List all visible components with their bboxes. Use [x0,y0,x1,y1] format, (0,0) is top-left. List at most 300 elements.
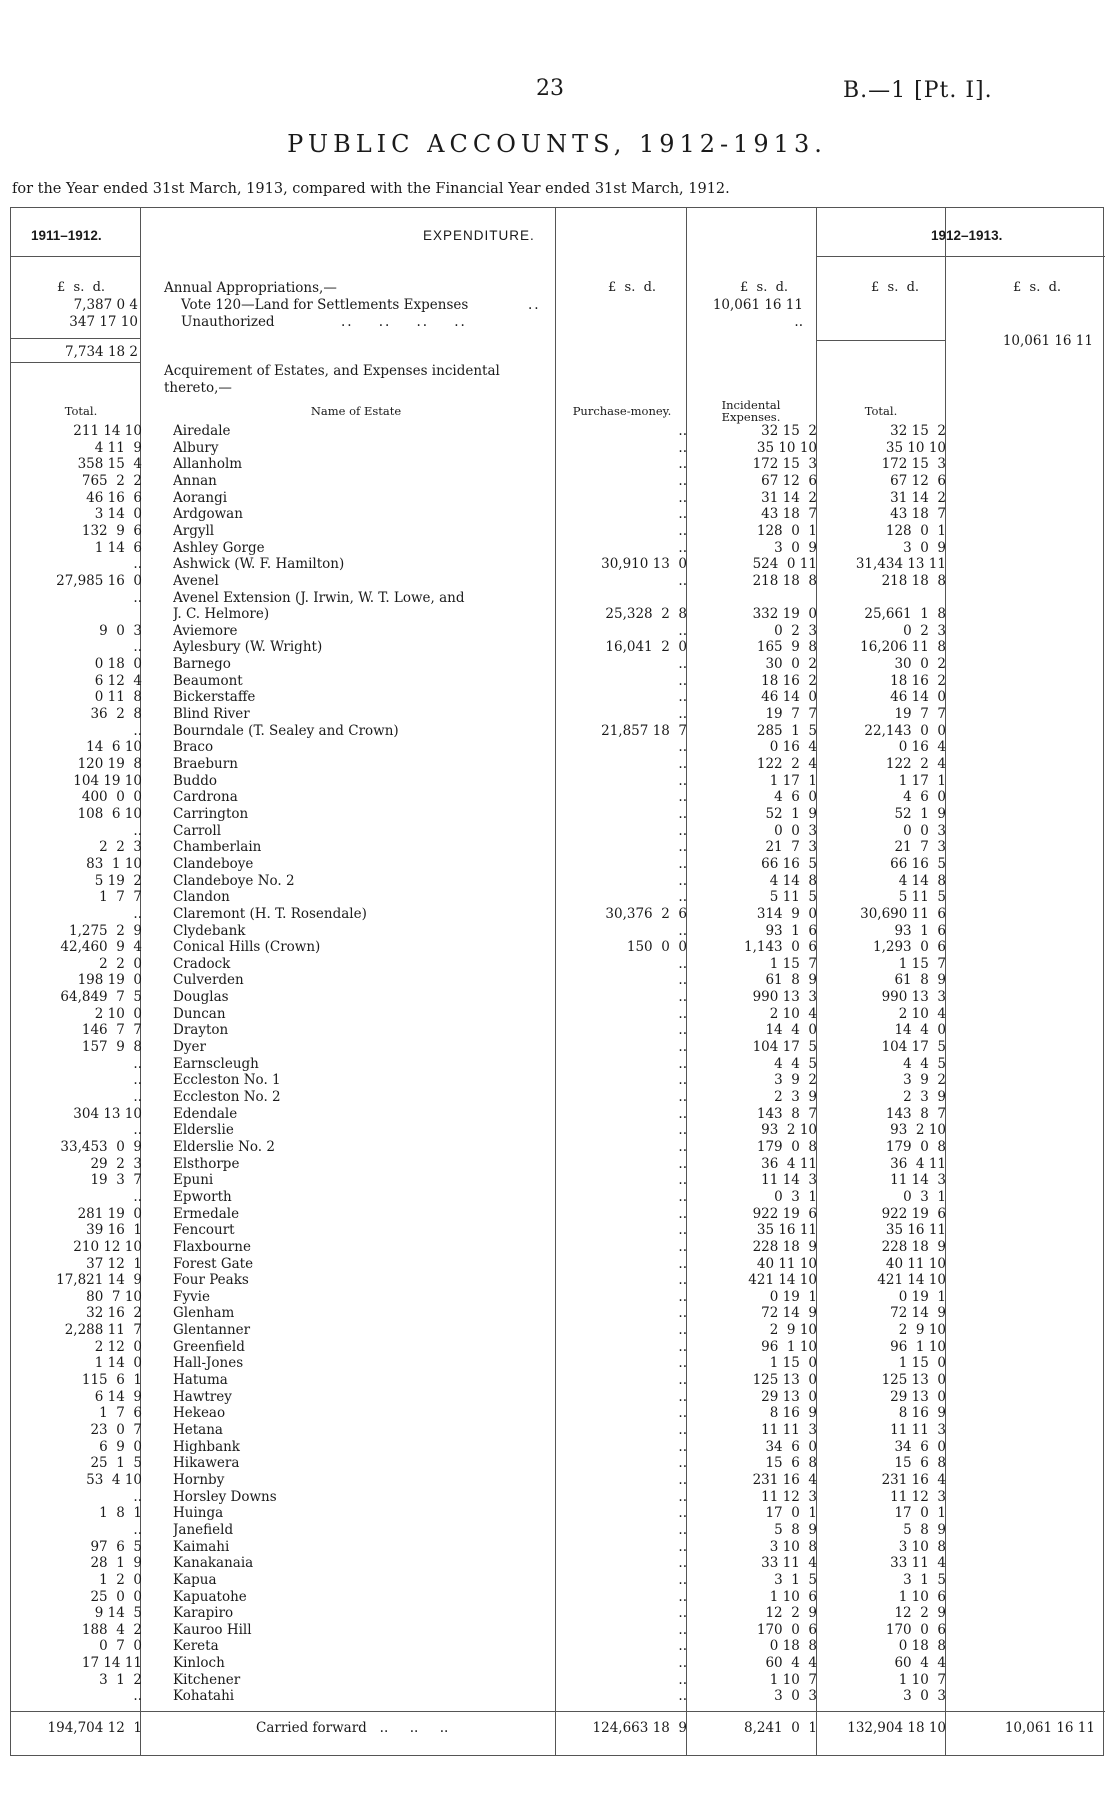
row-purchase-money: .. [678,1255,687,1272]
table-row [11,590,1105,606]
table-row [11,1022,1105,1038]
row-estate-name: Forest Gate [173,1255,254,1272]
table-row [11,1505,1105,1521]
row-total-prev: .. [133,1188,142,1205]
table-row [11,606,1105,622]
row-estate-name: Braeburn [173,756,238,772]
col-incidental-expenses [711,399,791,423]
row-incidental-expenses: 0 0 3 [774,822,817,839]
row-incidental-expenses: 4 4 5 [774,1055,817,1072]
row-incidental-expenses: 43 18 7 [761,506,817,523]
row-total-curr: 11 12 3 [890,1488,946,1505]
row-total-curr: 1 15 7 [898,955,946,972]
row-incidental-expenses: 2 10 4 [769,1005,817,1022]
row-purchase-money: .. [678,622,687,639]
row-purchase-money: 150 0 0 [626,939,687,956]
row-total-prev: 25 0 0 [90,1588,142,1605]
row-incidental-expenses: 1 10 7 [769,1671,817,1688]
table-row [11,1439,1105,1455]
row-purchase-money: .. [678,1089,687,1105]
row-total-prev: .. [133,556,142,573]
row-total-curr: 179 0 8 [885,1138,946,1155]
col-name-of-estate: Name of Estate [310,404,402,418]
row-total-prev: 6 12 4 [94,672,142,689]
unit-label: £ s. d. [608,280,657,295]
row-total-prev: 27,985 16 0 [56,572,142,589]
row-purchase-money: .. [678,672,687,689]
row-total-curr: 60 4 4 [894,1655,946,1672]
acquirement-heading-cont: thereto,— [164,380,232,396]
row-total-prev: 281 19 0 [77,1205,142,1222]
row-total-curr: 0 19 1 [898,1288,946,1305]
row-purchase-money: .. [678,1588,687,1605]
row-purchase-money: .. [678,955,687,972]
table-row [11,440,1105,456]
row-estate-name: Janefield [173,1521,234,1538]
table-row [11,723,1105,739]
row-total-prev: 6 9 0 [99,1438,142,1455]
row-incidental-expenses: 12 2 9 [765,1605,817,1622]
row-total-prev: 4 11 9 [94,439,142,456]
row-total-prev: 80 7 10 [86,1288,142,1305]
table-row [11,556,1105,572]
row-estate-name: Braco [173,739,214,756]
row-total-curr: 3 0 9 [903,539,946,556]
row-incidental-expenses: 990 13 3 [752,989,817,1006]
table-row [11,756,1105,772]
row-purchase-money: .. [678,1555,687,1572]
row-total-curr: 172 15 3 [881,456,946,473]
row-total-prev: 0 7 0 [99,1638,142,1655]
row-incidental-expenses: 165 9 8 [756,639,817,656]
table-row [11,1389,1105,1405]
row-purchase-money: .. [678,1238,687,1255]
carried-forward-total: 132,904 18 10 [847,1720,946,1736]
row-total-curr: 40 11 10 [885,1255,946,1272]
vote-label: Vote 120—Land for Settlements Expenses [181,297,469,313]
row-total-prev: 28 1 9 [90,1555,142,1572]
table-row [11,1372,1105,1388]
row-total-prev: .. [133,1072,142,1089]
row-estate-name: Huinga [173,1505,224,1522]
row-purchase-money: .. [678,1055,687,1072]
row-estate-name: Beaumont [173,672,243,689]
row-total-prev: 9 14 5 [94,1605,142,1622]
table-row [11,456,1105,472]
row-estate-name: Barnego [173,656,231,673]
row-purchase-money: .. [678,1022,687,1039]
row-incidental-expenses: 14 4 0 [765,1022,817,1039]
row-incidental-expenses: 52 1 9 [765,805,817,822]
row-total-prev: 1 7 6 [99,1405,142,1422]
row-estate-name: Kinloch [173,1655,225,1672]
table-row [11,1072,1105,1088]
row-incidental-expenses: 0 16 4 [769,739,817,756]
row-total-curr: 1,293 0 6 [873,939,946,956]
row-total-prev: .. [133,639,142,656]
row-total-curr: 2 10 4 [898,1005,946,1022]
row-total-curr: 4 14 8 [898,872,946,889]
row-incidental-expenses: 1 10 6 [769,1588,817,1605]
row-incidental-expenses: 0 2 3 [774,622,817,639]
row-total-curr: 218 18 8 [881,572,946,589]
row-purchase-money: .. [678,1605,687,1622]
row-purchase-money: .. [678,1355,687,1372]
row-total-curr: 32 15 2 [890,423,946,439]
row-total-curr: 0 16 4 [898,739,946,756]
row-total-curr: 231 16 4 [881,1471,946,1488]
unit-label: £ s. d. [57,280,106,295]
row-estate-name: Glenham [173,1305,235,1322]
row-estate-name: Hornby [173,1471,225,1488]
row-purchase-money: .. [678,1688,687,1705]
table-row [11,1355,1105,1371]
table-row [11,956,1105,972]
row-purchase-money: .. [678,572,687,589]
table-row [11,1638,1105,1654]
row-incidental-expenses: 29 13 0 [761,1388,817,1405]
carried-forward-appropriation: 10,061 16 11 [1004,1720,1095,1736]
row-estate-name: Clandeboye No. 2 [173,872,295,889]
row-total-curr: 5 8 9 [903,1521,946,1538]
row-estate-name: Flaxbourne [173,1238,251,1255]
table-row [11,1089,1105,1105]
row-purchase-money: .. [678,889,687,906]
row-incidental-expenses: 332 19 0 [752,606,817,623]
row-estate-name: Fyvie [173,1288,210,1305]
row-incidental-expenses: 15 6 8 [765,1455,817,1472]
row-estate-name: Horsley Downs [173,1488,277,1505]
row-estate-name: Blind River [173,706,250,723]
row-estate-name: Cradock [173,955,231,972]
row-purchase-money: .. [678,489,687,506]
row-total-curr: 421 14 10 [877,1272,946,1289]
footer-rule [11,1711,1105,1712]
row-total-prev: 19 3 7 [90,1172,142,1189]
row-total-prev: 358 15 4 [77,456,142,473]
table-row [11,1589,1105,1605]
row-total-curr: 5 11 5 [898,889,946,906]
row-purchase-money: .. [678,1655,687,1672]
table-row [11,1122,1105,1138]
row-incidental-expenses: 1 15 0 [769,1355,817,1372]
row-incidental-expenses: 0 19 1 [769,1288,817,1305]
row-total-curr: 3 10 8 [898,1538,946,1555]
table-row [11,923,1105,939]
table-row [11,1139,1105,1155]
row-estate-name: Cardrona [173,789,238,806]
row-purchase-money: .. [678,1188,687,1205]
row-purchase-money: .. [678,1005,687,1022]
row-estate-name: Eccleston No. 1 [173,1072,281,1089]
row-purchase-money: .. [678,1288,687,1305]
row-estate-name: Hikawera [173,1455,240,1472]
table-row [11,1688,1105,1704]
row-total-curr: 30 0 2 [894,656,946,673]
row-total-prev: 37 12 1 [86,1255,142,1272]
document-reference: B.—1 [Pt. I]. [843,78,993,103]
row-total-prev: 14 6 10 [86,739,142,756]
table-row [11,490,1105,506]
carried-forward-row [11,1720,1105,1736]
table-row [11,1106,1105,1122]
row-total-prev: .. [133,722,142,739]
row-incidental-expenses: 11 12 3 [761,1488,817,1505]
row-total-curr: 1 15 0 [898,1355,946,1372]
table-row [11,889,1105,905]
row-purchase-money: .. [678,423,687,439]
row-total-prev: 9 0 3 [99,622,142,639]
table-row [11,623,1105,639]
leader-dots: .. [528,297,541,313]
row-total-curr: 36 4 11 [890,1155,946,1172]
row-incidental-expenses: 18 16 2 [761,672,817,689]
table-row [11,972,1105,988]
row-estate-name: Clandeboye [173,855,254,872]
row-purchase-money: .. [678,839,687,856]
table-row [11,773,1105,789]
row-total-prev: .. [133,1122,142,1139]
row-incidental-expenses: 314 9 0 [756,905,817,922]
col-purchase-money: Purchase-money. [572,404,672,418]
row-estate-name: Dyer [173,1039,206,1056]
row-total-prev: 5 19 2 [94,872,142,889]
row-total-prev: .. [133,1089,142,1105]
row-estate-name: Elsthorpe [173,1155,240,1172]
row-incidental-expenses: 72 14 9 [761,1305,817,1322]
header-year-prev: 1911–1912. [31,228,102,243]
row-estate-name: Ermedale [173,1205,240,1222]
row-estate-name: Eccleston No. 2 [173,1089,281,1105]
row-incidental-expenses: 30 0 2 [765,656,817,673]
table-row [11,1239,1105,1255]
row-estate-name: Bourndale (T. Sealey and Crown) [173,722,399,739]
row-purchase-money: 16,041 2 0 [605,639,687,656]
row-total-curr: 2 9 10 [898,1322,946,1339]
row-purchase-money: .. [678,1222,687,1239]
row-incidental-expenses: 33 11 4 [761,1555,817,1572]
table-row [11,1672,1105,1688]
row-purchase-money: .. [678,1471,687,1488]
row-estate-name: Edendale [173,1105,238,1122]
row-estate-name: Drayton [173,1022,229,1039]
row-incidental-expenses: 32 15 2 [761,423,817,439]
row-total-prev: 3 14 0 [94,506,142,523]
row-incidental-expenses: 2 3 9 [774,1089,817,1105]
row-total-curr: 1 17 1 [898,772,946,789]
table-row [11,1256,1105,1272]
row-purchase-money: .. [678,1438,687,1455]
row-estate-name: Greenfield [173,1338,245,1355]
row-total-curr: 25,661 1 8 [864,606,946,623]
row-incidental-expenses: 128 0 1 [756,522,817,539]
row-total-prev: 53 4 10 [86,1471,142,1488]
row-incidental-expenses: 4 14 8 [769,872,817,889]
row-estate-name: Duncan [173,1005,226,1022]
row-estate-name: J. C. Helmore) [173,606,270,623]
row-purchase-money: .. [678,456,687,473]
row-total-curr: 3 1 5 [903,1571,946,1588]
row-incidental-expenses: 228 18 9 [752,1238,817,1255]
row-estate-name: Four Peaks [173,1272,249,1289]
row-total-curr: 15 6 8 [894,1455,946,1472]
annual-appropriations-heading: Annual Appropriations,— [164,280,337,296]
subtotal-rule-top [11,338,140,339]
row-total-prev: 2 2 0 [99,955,142,972]
row-total-curr: 125 13 0 [881,1372,946,1389]
row-total-prev: 1 14 6 [94,539,142,556]
row-purchase-money: .. [678,1405,687,1422]
row-total-prev: 304 13 10 [73,1105,142,1122]
table-row [11,1056,1105,1072]
row-estate-name: Hetana [173,1422,223,1438]
row-incidental-expenses: 3 0 9 [774,539,817,556]
row-incidental-expenses: 1,143 0 6 [744,939,817,956]
row-estate-name: Airedale [173,423,231,439]
row-purchase-money: .. [678,1521,687,1538]
row-estate-name: Douglas [173,989,229,1006]
row-total-curr: 122 2 4 [885,756,946,772]
row-total-curr: 16,206 11 8 [860,639,946,656]
row-estate-name: Kauroo Hill [173,1621,252,1638]
row-incidental-expenses: 922 19 6 [752,1205,817,1222]
row-total-curr: 31,434 13 11 [855,556,946,573]
row-total-prev: .. [133,1688,142,1705]
row-total-curr: 128 0 1 [885,522,946,539]
row-purchase-money: .. [678,706,687,723]
carried-forward-incidental: 8,241 0 1 [744,1720,817,1736]
row-incidental-expenses: 34 6 0 [765,1438,817,1455]
page-title: PUBLIC ACCOUNTS, 1912-1913. [287,130,827,158]
row-incidental-expenses: 1 15 7 [769,955,817,972]
row-estate-name: Kapua [173,1571,217,1588]
table-row [11,1189,1105,1205]
row-purchase-money: .. [678,989,687,1006]
table-row [11,739,1105,755]
table-row [11,789,1105,805]
row-total-prev: .. [133,822,142,839]
row-estate-name: Albury [173,439,219,456]
row-purchase-money: .. [678,1272,687,1289]
row-incidental-expenses: 143 8 7 [756,1105,817,1122]
row-incidental-expenses: 172 15 3 [752,456,817,473]
row-purchase-money: .. [678,1039,687,1056]
row-estate-name: Kitchener [173,1671,241,1688]
row-incidental-expenses: 36 4 11 [761,1155,817,1172]
row-total-prev: .. [133,1488,142,1505]
leader-dots: .. .. .. [366,1720,449,1736]
row-incidental-expenses: 96 1 10 [761,1338,817,1355]
row-estate-name: Epworth [173,1188,232,1205]
carried-forward-text: Carried forward [256,1720,367,1736]
row-incidental-expenses: 40 11 10 [756,1255,817,1272]
row-estate-name: Earnscleugh [173,1055,259,1072]
row-incidental-expenses: 8 16 9 [769,1405,817,1422]
row-total-prev: 39 16 1 [86,1222,142,1239]
row-incidental-expenses: 3 1 5 [774,1571,817,1588]
row-incidental-expenses: 170 0 6 [756,1621,817,1638]
row-total-prev: 2 10 0 [94,1005,142,1022]
row-total-curr: 1 10 6 [898,1588,946,1605]
table-row [11,1172,1105,1188]
row-total-curr: 12 2 9 [894,1605,946,1622]
row-purchase-money: .. [678,922,687,939]
row-total-prev: 188 4 2 [81,1621,142,1638]
row-total-prev: 765 2 2 [81,472,142,489]
row-estate-name: Argyll [173,522,215,539]
row-total-prev: .. [133,905,142,922]
row-purchase-money: .. [678,1072,687,1089]
table-row [11,1572,1105,1588]
row-total-curr: 2 3 9 [903,1089,946,1105]
table-row [11,823,1105,839]
subtotal-rule-bottom [11,362,140,363]
row-total-curr: 93 1 6 [894,922,946,939]
table-row [11,856,1105,872]
row-purchase-money: .. [678,1638,687,1655]
row-total-curr: 990 13 3 [881,989,946,1006]
row-total-prev: 17,821 14 9 [56,1272,142,1289]
row-incidental-expenses: 3 0 3 [774,1688,817,1705]
row-total-prev: .. [133,589,142,606]
row-total-prev: .. [133,1521,142,1538]
row-total-prev: 33,453 0 9 [60,1138,142,1155]
row-total-curr: 21 7 3 [894,839,946,856]
row-total-curr: 31 14 2 [890,489,946,506]
row-incidental-expenses: 93 1 6 [765,922,817,939]
row-incidental-expenses: 11 14 3 [761,1172,817,1189]
appropriation-total: 10,061 16 11 [1002,333,1093,349]
row-estate-name: Kohatahi [173,1688,235,1705]
row-purchase-money: .. [678,772,687,789]
row-incidental-expenses: 67 12 6 [761,472,817,489]
row-total-prev: 29 2 3 [90,1155,142,1172]
row-total-curr: 52 1 9 [894,805,946,822]
row-estate-name: Claremont (H. T. Rosendale) [173,905,367,922]
row-purchase-money: .. [678,855,687,872]
table-row [11,1655,1105,1671]
row-purchase-money: 21,857 18 7 [601,722,687,739]
row-total-curr: 22,143 0 0 [864,722,946,739]
row-estate-name: Buddo [173,772,218,789]
row-purchase-money: .. [678,1338,687,1355]
table-row [11,1305,1105,1321]
row-purchase-money: .. [678,539,687,556]
row-total-prev: 83 1 10 [86,855,142,872]
row-purchase-money: .. [678,805,687,822]
row-incidental-expenses: 104 17 5 [752,1039,817,1056]
row-incidental-expenses: 285 1 5 [756,722,817,739]
table-row [11,1339,1105,1355]
row-purchase-money: .. [678,1621,687,1638]
row-purchase-money: .. [678,822,687,839]
table-row [11,1622,1105,1638]
row-purchase-money: .. [678,756,687,772]
row-total-prev: 2 2 3 [99,839,142,856]
row-total-prev: 198 19 0 [77,972,142,989]
row-total-prev: 146 7 7 [81,1022,142,1039]
row-total-curr: 35 10 10 [885,439,946,456]
row-estate-name: Aorangi [173,489,228,506]
table-row [11,1039,1105,1055]
row-purchase-money: .. [678,1538,687,1555]
expenditure-table [10,207,1104,1756]
row-total-curr: 33 11 4 [890,1555,946,1572]
unauthorized-label: Unauthorized [181,314,275,330]
row-total-curr: 35 16 11 [885,1222,946,1239]
row-incidental-expenses: 2 9 10 [769,1322,817,1339]
row-estate-name: Highbank [173,1438,240,1455]
